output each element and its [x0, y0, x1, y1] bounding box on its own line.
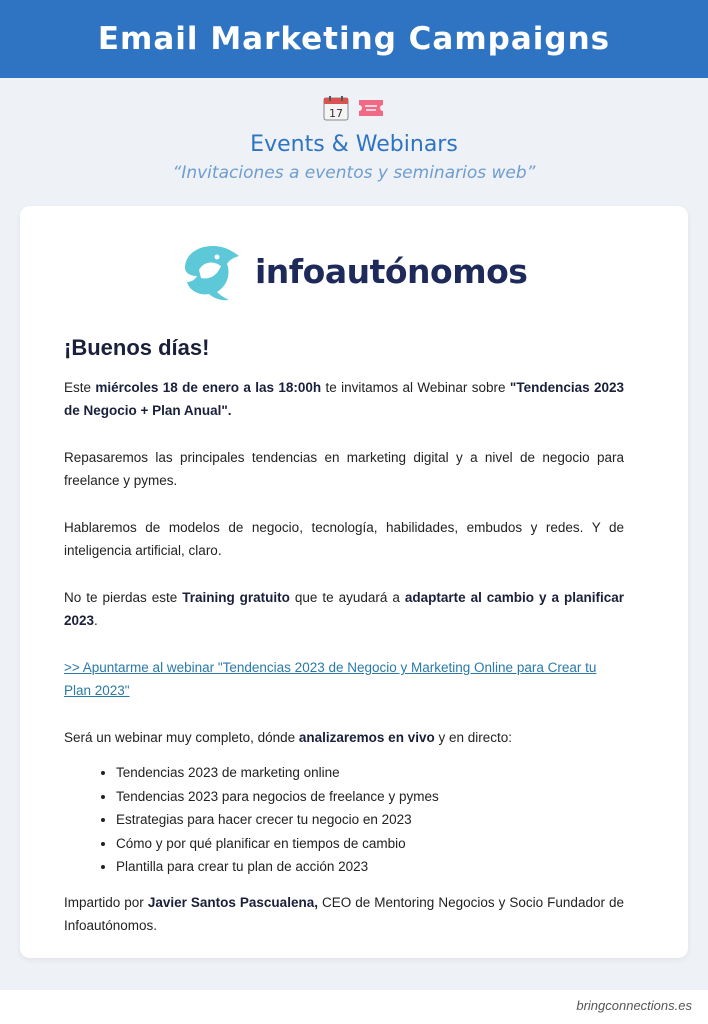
- email-preview-card: [20, 206, 688, 958]
- top-banner: [0, 0, 708, 78]
- calendar-day: 17: [329, 107, 343, 120]
- list-item: • Estrategias para hacer crecer tu negocio en 2023: [116, 808, 624, 832]
- register-webinar-link[interactable]: >> Apuntarme al webinar "Tendencias 2023 de Negocio y Marketing Online para Crear tu Plan 2023": [64, 660, 597, 698]
- trends-paragraph: Repasaremos las principales tendencias en marketing digital y a nivel de negocio para freelance y pymes.: [64, 450, 624, 488]
- training-text-2: que te ayudará a: [289, 590, 405, 605]
- brand-logo-text: infoautónomos: [255, 251, 528, 291]
- category-title: Events & Webinars: [250, 132, 458, 157]
- dolphin-logo-icon: [177, 240, 241, 302]
- free-training-text: Training gratuito: [182, 590, 290, 605]
- agenda-text-2: y en directo:: [434, 730, 512, 745]
- training-text: No te pierdas este: [64, 590, 183, 605]
- list-item: • Cómo y por qué planificar en tiempos de cambio: [116, 832, 624, 856]
- agenda-list: [64, 761, 624, 879]
- intro-text: Este: [64, 380, 96, 395]
- cta-paragraph: [64, 656, 624, 702]
- live-analysis-text: analizaremos en vivo: [298, 730, 435, 745]
- category-subtitle: “Invitaciones a eventos y seminarios web”: [172, 163, 536, 183]
- event-date-text: miércoles 18 de enero a las 18:00h: [95, 380, 322, 395]
- adapt-change-text: adaptarte al cambio y a planificar 2023: [64, 590, 624, 628]
- agenda-intro-paragraph: [64, 726, 624, 749]
- intro-paragraph: [64, 376, 624, 422]
- intro-text-2: te invitamos al Webinar sobre: [321, 380, 510, 395]
- calendar-icon: [323, 95, 349, 121]
- email-body: [64, 334, 624, 958]
- brand-logo: [177, 239, 527, 303]
- speaker-text: Impartido por: [64, 894, 148, 910]
- list-item: • Plantilla para crear tu plan de acción 2023: [116, 855, 624, 879]
- footer: [0, 990, 708, 1024]
- webinar-title-text: "Tendencias 2023 de Negocio + Plan Anual".: [64, 380, 624, 418]
- training-text-end: .: [94, 613, 98, 628]
- banner-title: Email Marketing Campaigns: [97, 21, 611, 57]
- list-item: • Tendencias 2023 de marketing online: [116, 761, 624, 785]
- footer-credit: bringconnections.es: [576, 998, 692, 1013]
- greeting-heading: ¡Buenos días!: [64, 335, 210, 360]
- speaker-name: Javier Santos Pascualena,: [147, 894, 318, 910]
- speaker-role-text: CEO de Mentoring Negocios y Socio Fundador de Infoautónomos.: [64, 894, 624, 933]
- training-paragraph: [64, 586, 624, 632]
- topics-paragraph: Hablaremos de modelos de negocio, tecnología, habilidades, embudos y redes. Y de inteligencia artificial, claro.: [64, 520, 624, 558]
- category-icons: [0, 95, 708, 121]
- ticket-icon: [357, 99, 385, 117]
- agenda-text: Será un webinar muy completo, dónde: [64, 730, 299, 745]
- list-item: • Tendencias 2023 para negocios de freelance y pymes: [116, 785, 624, 809]
- speaker-paragraph: [64, 891, 624, 937]
